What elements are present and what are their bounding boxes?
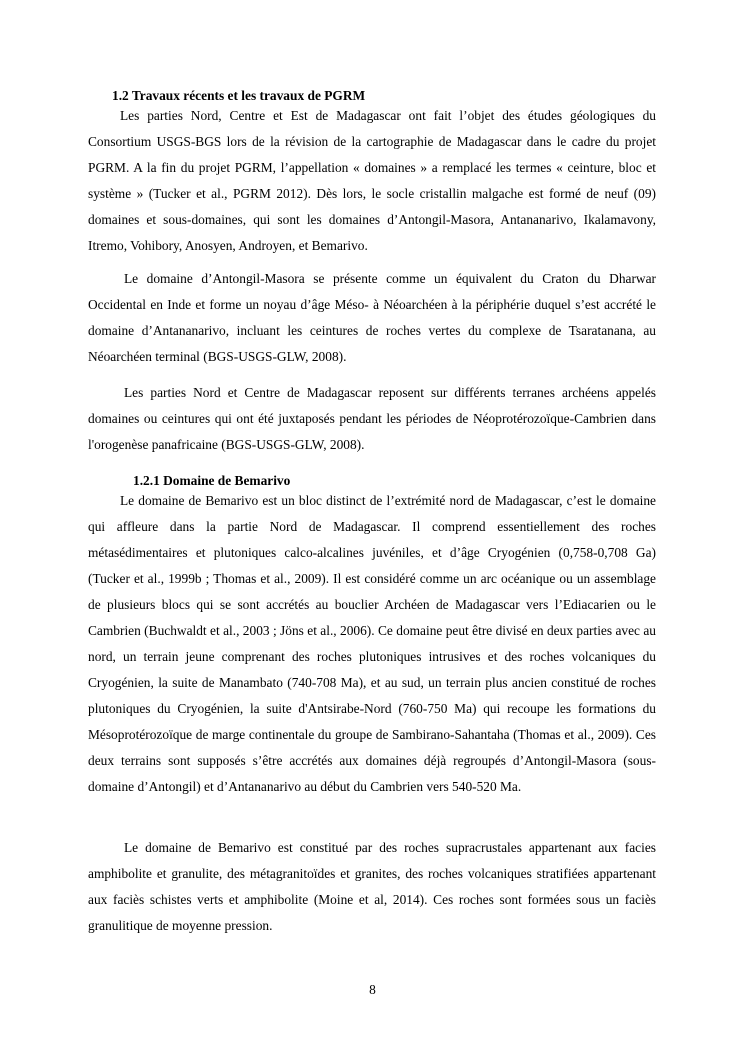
paragraph-1-2-1-a: Le domaine de Bemarivo est un bloc distinct de l’extrémité nord de Madagascar, c’est le domaine qui affleure dans la partie Nord de Madagascar. Il comprend essentiellement des roches métasédimentaires et plutoniques calco-alcalines juvéniles, et d’âge Cryogénien (0,758-0,708 Ga) (Tucker et al., 1999b ; Thomas et al., 2009). Il est considéré comme un arc océanique ou un assemblage de plusieurs blocs qui se sont accrétés au bouclier Archéen de Madagascar vers l’Ediacarien ou le Cambrien (Buchwaldt et al., 2003 ; Jöns et al., 2006). Ce domaine peut être divisé en deux parties avec au nord, un terrain jeune comprenant des roches plutoniques intrusives et des roches volcaniques du Cryogénien, la suite de Manambato (740-708 Ma), et au sud, un terrain plus ancien constitué de roches plutoniques du Cryogénien, la suite d'Antsirabe-Nord (760-750 Ma) qui recoupe les formations du Mésoprotérozoïque de marge continentale du groupe de Sambirano-Sahantaha (Thomas et al., 2009). Ces deux terrains sont supposés s’être accrétés aux domaines déjà regroupés d’Antongil-Masora (sous-domaine d’Antongil) et d’Antananarivo au début du Cambrien vers 540-520 Ma. [88,493,656,794]
paragraph-1-2-c: Les parties Nord et Centre de Madagascar reposent sur différents terranes archéens appelés domaines ou ceintures qui ont été juxtaposés pendant les périodes de Néoprotérozoïque-Cambrien dans l'orogenèse panafricaine (BGS-USGS-GLW, 2008). [88,385,656,452]
paragraph-1-2-1-b: Le domaine de Bemarivo est constitué par des roches supracrustales appartenant aux facies amphibolite et granulite, des métagranitoïdes et granites, des roches volcaniques stratifiées appartenant aux faciès schistes verts et amphibolite (Moine et al, 2014). Ces roches sont formées sous un faciès granulitique de moyenne pression. [88,840,656,933]
section-1-2-body [88,103,656,259]
section-heading-1-2-1: 1.2.1 Domaine de Bemarivo [133,473,291,488]
section-heading-1-2: 1.2 Travaux récents et les travaux de PGRM [112,88,366,103]
page-number: 8 [369,982,376,997]
section-1-2-1-body [88,488,656,800]
section-1-2-1-body-2 [88,835,656,939]
paragraph-1-2-a: Les parties Nord, Centre et Est de Madagascar ont fait l’objet des études géologiques du Consortium USGS-BGS lors de la révision de la cartographie de Madagascar dans le cadre du projet PGRM. A la fin du projet PGRM, l’appellation « domaines » a remplacé les termes « ceinture, bloc et système » (Tucker et al., PGRM 2012). Dès lors, le socle cristallin malgache est formé de neuf (09) domaines et sous-domaines, qui sont les domaines d’Antongil-Masora, Antananarivo, Ikalamavony, Itremo, Vohibory, Anosyen, Androyen, et Bemarivo. [88,108,656,253]
paragraph-1-2-b: Le domaine d’Antongil-Masora se présente comme un équivalent du Craton du Dharwar Occidental en Inde et forme un noyau d’âge Méso- à Néoarchéen à la périphérie duquel s’est accrété le domaine d’Antananarivo, incluant les ceintures de roches vertes du complexe de Tsaratanana, au Néoarchéen terminal (BGS-USGS-GLW, 2008). [88,271,656,364]
section-1-2-body-2 [88,266,656,370]
section-1-2-body-3 [88,380,656,458]
